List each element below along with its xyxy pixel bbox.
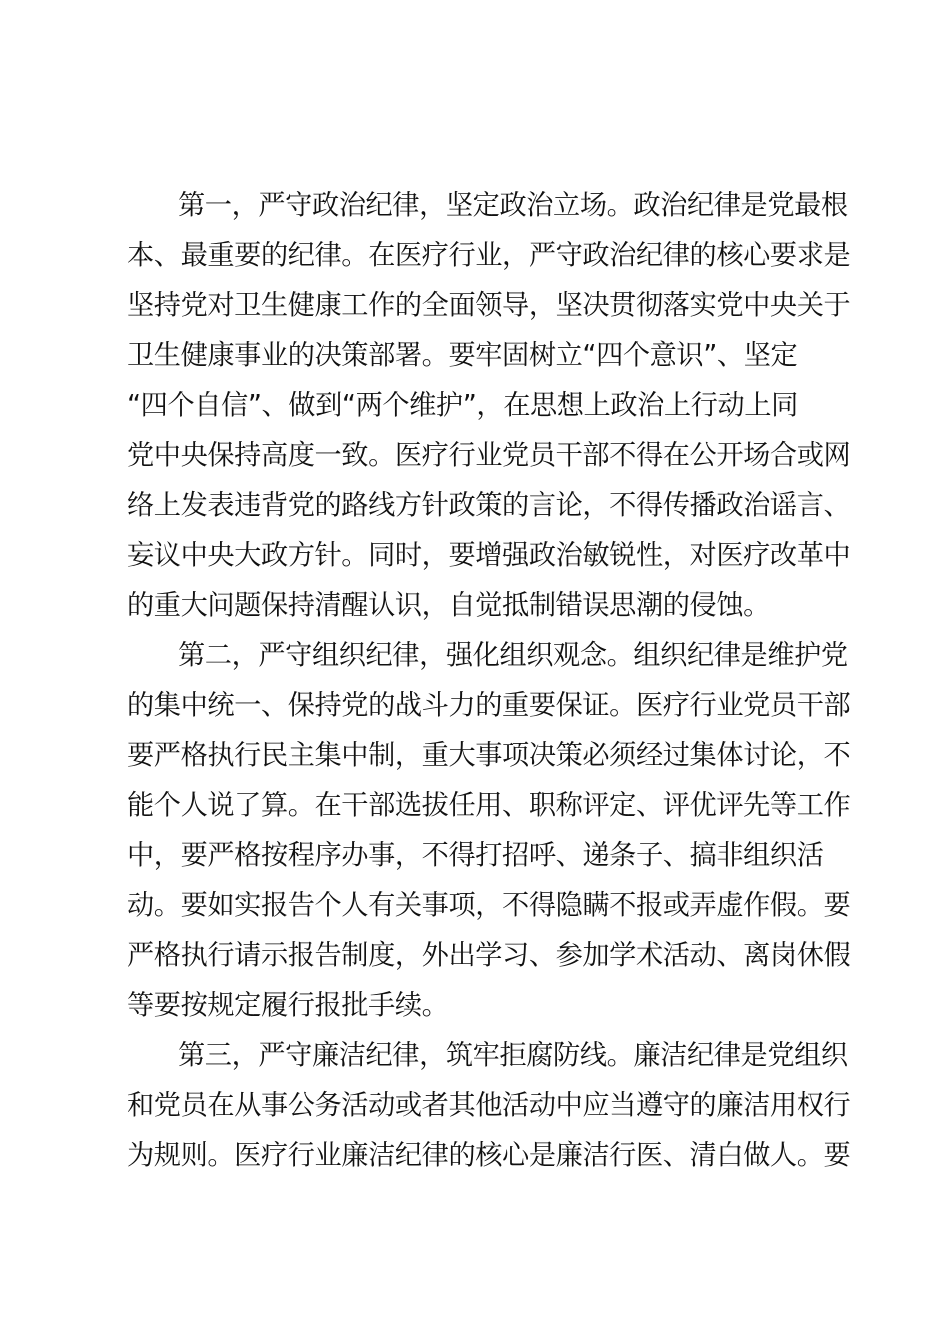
document-page bbox=[127, 181, 851, 1181]
paragraph-integrity-discipline bbox=[127, 1031, 851, 1181]
text-line: 中，要严格按程序办事，不得打招呼、递条子、搞非组织活 bbox=[127, 840, 824, 871]
text-line: 和党员在从事公务活动或者其他活动中应当遵守的廉洁用权行 bbox=[127, 1090, 851, 1121]
text-line: 为规则。医疗行业廉洁纪律的核心是廉洁行医、清白做人。要 bbox=[127, 1140, 851, 1171]
text-line: 的集中统一、保持党的战斗力的重要保证。医疗行业党员干部 bbox=[127, 690, 851, 721]
text-line: 的重大问题保持清醒认识，自觉抵制错误思潮的侵蚀。 bbox=[127, 590, 770, 621]
text-line: 第三，严守廉洁纪律，筑牢拒腐防线。廉洁纪律是党组织 bbox=[178, 1040, 848, 1071]
text-line: 等要按规定履行报批手续。 bbox=[127, 990, 449, 1021]
text-line: 党中央保持高度一致。医疗行业党员干部不得在公开场合或网 bbox=[127, 440, 851, 471]
text-line: “四个自信”、做到“两个维护”，在思想上政治上行动上同 bbox=[127, 390, 798, 421]
text-line: 第二，严守组织纪律，强化组织观念。组织纪律是维护党 bbox=[178, 640, 848, 671]
text-line: 本、最重要的纪律。在医疗行业，严守政治纪律的核心要求是 bbox=[127, 240, 851, 271]
paragraph-political-discipline bbox=[127, 181, 851, 631]
text-line: 妄议中央大政方针。同时，要增强政治敏锐性，对医疗改革中 bbox=[127, 540, 851, 571]
text-line: 动。要如实报告个人有关事项，不得隐瞒不报或弄虚作假。要 bbox=[127, 890, 851, 921]
paragraph-organizational-discipline bbox=[127, 631, 851, 1031]
text-line: 络上发表违背党的路线方针政策的言论，不得传播政治谣言、 bbox=[127, 490, 851, 521]
text-line: 第一，严守政治纪律，坚定政治立场。政治纪律是党最根 bbox=[178, 190, 848, 221]
text-line: 要严格执行民主集中制，重大事项决策必须经过集体讨论，不 bbox=[127, 740, 851, 771]
text-line: 严格执行请示报告制度，外出学习、参加学术活动、离岗休假 bbox=[127, 940, 851, 971]
text-line: 坚持党对卫生健康工作的全面领导，坚决贯彻落实党中央关于 bbox=[127, 290, 851, 321]
text-line: 能个人说了算。在干部选拔任用、职称评定、评优评先等工作 bbox=[127, 790, 851, 821]
text-line: 卫生健康事业的决策部署。要牢固树立“四个意识”、坚定 bbox=[127, 340, 798, 371]
